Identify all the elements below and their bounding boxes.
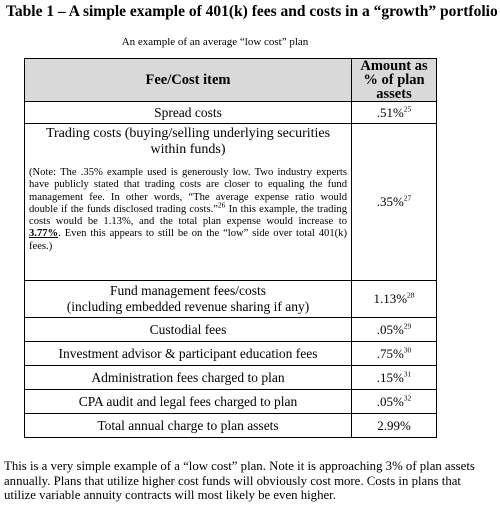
table-row	[25, 281, 437, 318]
row-item-label: Custodial fees	[25, 318, 352, 342]
table-row	[25, 342, 437, 366]
table-row	[25, 318, 437, 342]
table-row	[25, 366, 437, 390]
row-item-trading	[25, 124, 352, 281]
table-row	[25, 124, 437, 281]
footnote-ref: 30	[403, 345, 412, 355]
row-item-label	[25, 281, 352, 318]
amount-value: .75%	[376, 345, 404, 361]
footnote-ref: 29	[403, 321, 412, 331]
amount-value: .35%	[376, 194, 404, 209]
row-item-line: (including embedded revenue sharing if any)	[66, 299, 310, 314]
footnote-ref: 28	[407, 290, 415, 300]
row-item-line: Fund management fees/costs	[110, 283, 266, 298]
footer-paragraph: This is a very simple example of a “low cost” plan. Note it is approaching 3% of plan assets annually. Plans that utilize higher cost funds will obviously cost more. Costs in plans that utilize variable annuity contracts will most likely be even higher.	[4, 459, 475, 503]
table-row	[25, 390, 437, 414]
row-amount	[352, 124, 437, 281]
footnote-ref: 27	[403, 193, 412, 203]
header-fee-cost-item: Fee/Cost item	[25, 59, 352, 102]
row-amount	[352, 342, 437, 366]
header-amount: Amount as % of plan assets	[352, 59, 437, 102]
amount-value: .51%	[376, 104, 404, 120]
table-row-total	[25, 414, 437, 438]
row-amount	[352, 318, 437, 342]
amount-value: .05%	[376, 321, 404, 337]
row-item-label: CPA audit and legal fees charged to plan	[25, 390, 352, 414]
note-highlight: 3.77%	[29, 228, 59, 240]
table-header-row	[25, 59, 437, 102]
amount-value: 1.13%	[373, 291, 408, 306]
fees-table	[24, 58, 437, 438]
row-item-label: Trading costs (buying/selling underlying securities within funds)	[45, 126, 331, 157]
amount-value: .05%	[376, 393, 404, 409]
row-amount	[352, 102, 437, 124]
row-item-label: Investment advisor & participant education fees	[25, 342, 352, 366]
table-subtitle: An example of an average “low cost” plan	[121, 36, 309, 48]
row-amount	[352, 414, 437, 438]
amount-value: 2.99%	[377, 417, 411, 433]
row-amount	[352, 390, 437, 414]
note-text: (Note: The .35% example used is generously low. Two industry experts have publicly stated that trading costs are closer to equaling the fund management fee. In other words, “The average expense ratio would double if the funds disclosed trading costs.”	[29, 167, 347, 215]
row-item-label: Total annual charge to plan assets	[25, 414, 352, 438]
row-item-label: Spread costs	[25, 102, 352, 124]
row-amount	[352, 366, 437, 390]
row-amount	[352, 281, 437, 318]
footnote-ref: 26	[217, 200, 226, 210]
footnote-ref: 32	[403, 393, 412, 403]
note-text: . Even this appears to still be on the “low” side over total 401(k) fees.)	[29, 228, 347, 252]
footnote-ref: 31	[403, 369, 412, 379]
table-row	[25, 102, 437, 124]
amount-value: .15%	[376, 369, 404, 385]
row-item-label: Administration fees charged to plan	[25, 366, 352, 390]
footnote-ref: 25	[403, 104, 412, 114]
row-note	[29, 167, 347, 256]
note-text: In this example, the trading costs would be 1.13%, and the total plan expense would increase to	[29, 203, 347, 228]
table-title: Table 1 – A simple example of 401(k) fees and costs in a “growth” portfolio	[6, 3, 498, 20]
